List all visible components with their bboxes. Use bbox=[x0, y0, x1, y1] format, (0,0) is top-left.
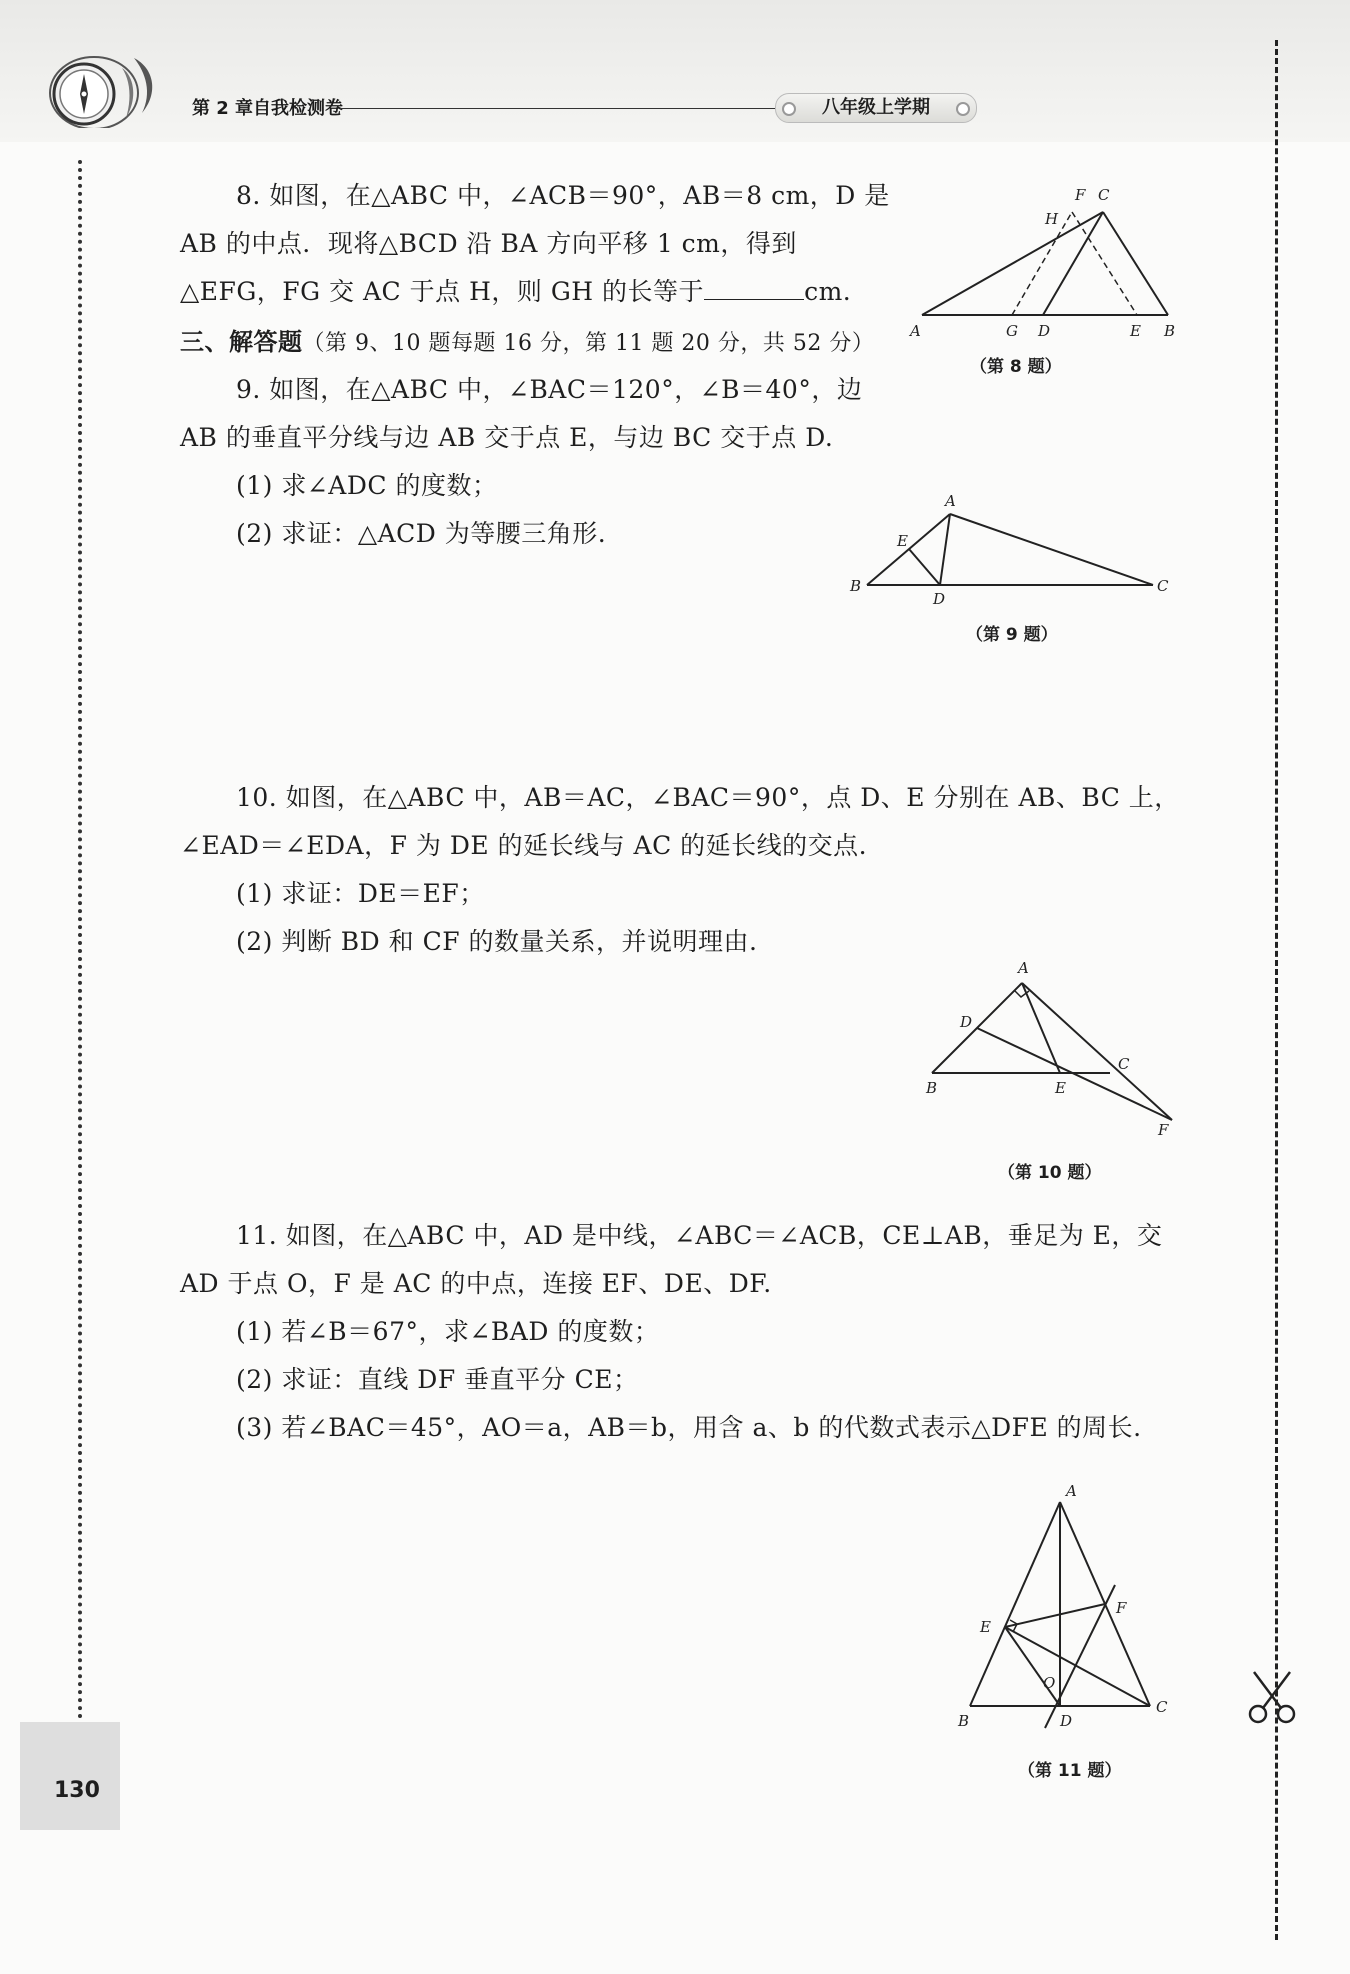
chapter-title: 第 2 章自我检测卷 bbox=[192, 98, 344, 119]
q11-label-B: B bbox=[958, 1712, 970, 1730]
q10-label-C: C bbox=[1118, 1055, 1130, 1073]
q11-figure bbox=[950, 1480, 1180, 1740]
q8-line3 bbox=[180, 276, 851, 308]
q10-sub2: (2) 判断 BD 和 CF 的数量关系，并说明理由. bbox=[236, 927, 758, 956]
q10-label-D: D bbox=[960, 1013, 973, 1031]
q9-label-B: B bbox=[850, 577, 862, 595]
q8-label-H: H bbox=[1045, 210, 1059, 228]
q9-figure bbox=[845, 490, 1185, 610]
q8-label-B: B bbox=[1164, 322, 1176, 340]
q8-answer-blank bbox=[704, 277, 804, 300]
q8-label-F: F bbox=[1075, 186, 1086, 204]
q11-sub2: (2) 求证：直线 DF 垂直平分 CE； bbox=[236, 1365, 639, 1394]
q9-sub1: (1) 求∠ADC 的度数； bbox=[236, 471, 498, 500]
page-number: 130 bbox=[54, 1778, 100, 1803]
scissors-icon bbox=[1244, 1668, 1304, 1732]
section3-title: 三、解答题 bbox=[180, 328, 303, 356]
q10-figure bbox=[910, 955, 1190, 1140]
q10-line1: 10. 如图，在△ABC 中，AB＝AC，∠BAC＝90°，点 D、E 分别在 AB、BC 上， bbox=[236, 783, 1180, 812]
q8-label-D: D bbox=[1038, 322, 1051, 340]
q9-caption: （第 9 题） bbox=[966, 625, 1058, 645]
q11-label-A: A bbox=[1066, 1482, 1077, 1500]
q11-sub3: (3) 若∠BAC＝45°，AO＝a，AB＝b，用含 a、b 的代数式表示△DFE 的周长. bbox=[236, 1413, 1142, 1442]
q8-line1: 8. 如图，在△ABC 中，∠ACB＝90°，AB＝8 cm，D 是 bbox=[236, 181, 890, 210]
q11-line1: 11. 如图，在△ABC 中，AD 是中线，∠ABC＝∠ACB，CE⊥AB，垂足为 E，交 bbox=[236, 1221, 1163, 1250]
q9-line2: AB 的垂直平分线与边 AB 交于点 E，与边 BC 交于点 D. bbox=[180, 423, 834, 452]
q8-label-G: G bbox=[1006, 322, 1018, 340]
q8-unit: cm. bbox=[804, 277, 852, 306]
q11-label-O: O bbox=[1043, 1674, 1056, 1692]
q11-sub1: (1) 若∠B＝67°，求∠BAD 的度数； bbox=[236, 1317, 660, 1346]
q9-label-D: D bbox=[933, 590, 946, 608]
page-tab bbox=[20, 1722, 120, 1830]
section3-heading bbox=[180, 326, 874, 360]
q8-figure bbox=[900, 180, 1190, 340]
q11-caption: （第 11 题） bbox=[1018, 1761, 1122, 1781]
q11-label-E: E bbox=[980, 1618, 991, 1636]
q11-label-F: F bbox=[1116, 1599, 1127, 1617]
header-rule bbox=[340, 108, 780, 109]
grade-label: 八年级上学期 bbox=[775, 93, 977, 123]
q11-label-D: D bbox=[1060, 1712, 1073, 1730]
q8-label-E: E bbox=[1130, 322, 1141, 340]
q11-line2: AD 于点 O，F 是 AC 的中点，连接 EF、DE、DF. bbox=[180, 1269, 772, 1298]
q9-label-E: E bbox=[897, 532, 908, 550]
q8-line2: AB 的中点．现将△BCD 沿 BA 方向平移 1 cm，得到 bbox=[180, 229, 797, 258]
header-band bbox=[0, 0, 1350, 142]
q11-label-C: C bbox=[1156, 1698, 1168, 1716]
cut-line bbox=[1275, 40, 1278, 1940]
q9-line1: 9. 如图，在△ABC 中，∠BAC＝120°，∠B＝40°，边 bbox=[236, 375, 863, 404]
q10-caption: （第 10 题） bbox=[998, 1163, 1102, 1183]
q8-caption: （第 8 题） bbox=[970, 357, 1062, 377]
q8-line3-text: △EFG，FG 交 AC 于点 H，则 GH 的长等于 bbox=[180, 277, 705, 306]
q9-sub2: (2) 求证：△ACD 为等腰三角形. bbox=[236, 519, 607, 548]
q10-label-B: B bbox=[926, 1079, 938, 1097]
section3-note: （第 9、10 题每题 16 分，第 11 题 20 分，共 52 分） bbox=[302, 331, 875, 356]
q10-label-A: A bbox=[1018, 959, 1029, 977]
compass-logo-icon bbox=[34, 38, 194, 148]
q8-label-A: A bbox=[910, 322, 921, 340]
q10-label-F: F bbox=[1158, 1121, 1169, 1139]
q10-sub1: (1) 求证：DE＝EF； bbox=[236, 879, 485, 908]
q9-label-A: A bbox=[945, 492, 956, 510]
binding-dots bbox=[78, 160, 82, 1720]
q8-label-C: C bbox=[1098, 186, 1110, 204]
q10-label-E: E bbox=[1055, 1079, 1066, 1097]
q9-label-C: C bbox=[1157, 577, 1169, 595]
q10-line2: ∠EAD＝∠EDA，F 为 DE 的延长线与 AC 的延长线的交点. bbox=[180, 831, 868, 860]
